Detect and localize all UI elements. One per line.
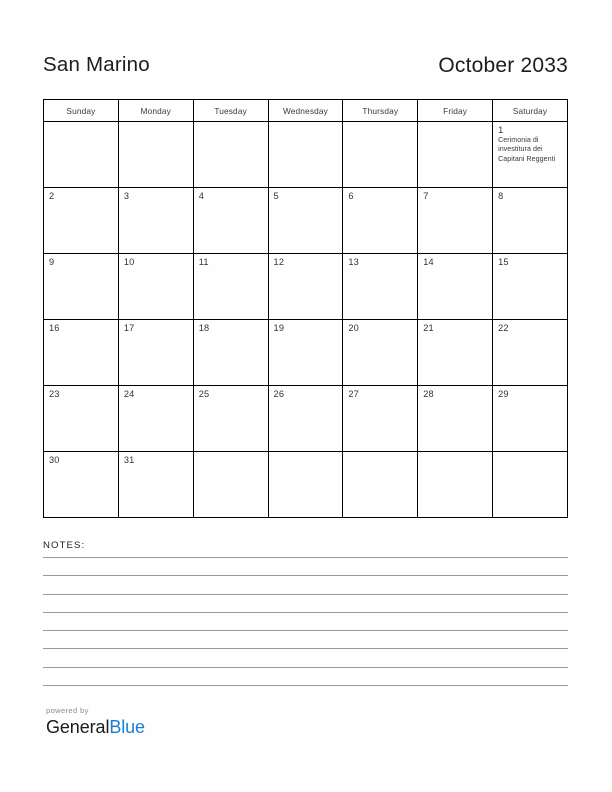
weekday-header-row [44, 100, 568, 122]
day-cell-content [119, 386, 193, 451]
day-cell-content [493, 254, 567, 319]
day-number: 7 [423, 191, 429, 201]
day-number: 19 [273, 323, 285, 333]
brand-name-first: General [46, 717, 110, 737]
day-number: 2 [49, 191, 55, 201]
location-title: San Marino [43, 52, 150, 76]
day-cell-content [194, 320, 268, 385]
calendar-day-cell[interactable] [418, 386, 493, 452]
day-cell-content [493, 386, 567, 451]
day-cell-content [269, 254, 343, 319]
day-cell-content [44, 320, 118, 385]
calendar-empty-cell [268, 452, 343, 518]
day-cell-content [194, 188, 268, 253]
day-cell-content [418, 320, 492, 385]
day-number: 27 [348, 389, 359, 399]
calendar-day-cell[interactable] [493, 320, 568, 386]
day-number: 22 [498, 323, 509, 333]
day-cell-content [119, 122, 193, 187]
calendar-day-cell[interactable] [343, 320, 418, 386]
calendar-day-cell[interactable] [418, 254, 493, 320]
day-cell-content [269, 452, 343, 517]
day-number: 25 [198, 389, 210, 399]
calendar-empty-cell [418, 452, 493, 518]
day-number: 21 [423, 323, 434, 333]
calendar-day-cell[interactable] [343, 188, 418, 254]
notes-section [43, 540, 568, 703]
weekday-header-monday: Monday [118, 100, 193, 122]
day-cell-content [418, 188, 492, 253]
day-cell-content [269, 386, 343, 451]
calendar-day-cell[interactable] [193, 386, 268, 452]
day-cell-content [119, 254, 193, 319]
day-cell-content [194, 452, 268, 517]
day-cell-content [343, 122, 417, 187]
day-number: 29 [498, 389, 509, 399]
calendar-day-cell[interactable] [343, 386, 418, 452]
powered-by-label: powered by [46, 706, 89, 715]
day-number: 10 [123, 257, 135, 267]
month-year-title: October 2033 [438, 53, 568, 77]
day-cell-content [418, 386, 492, 451]
day-number: 31 [123, 455, 135, 465]
day-cell-content [269, 188, 343, 253]
calendar-day-cell[interactable] [268, 254, 343, 320]
calendar-day-cell[interactable] [44, 188, 119, 254]
calendar-day-cell[interactable] [418, 188, 493, 254]
day-cell-content [343, 254, 417, 319]
day-cell-content [119, 188, 193, 253]
calendar-empty-cell [418, 122, 493, 188]
notes-ruled-line [43, 594, 568, 595]
calendar-empty-cell [493, 452, 568, 518]
day-number: 12 [273, 257, 285, 267]
calendar-week-row [44, 452, 568, 518]
weekday-header-friday: Friday [418, 100, 493, 122]
day-number: 1 [498, 125, 504, 135]
day-cell-content [343, 452, 417, 517]
day-cell-content [194, 386, 268, 451]
day-cell-content [493, 320, 567, 385]
day-cell-content [418, 254, 492, 319]
day-number: 8 [498, 191, 504, 201]
calendar-day-cell[interactable] [343, 254, 418, 320]
calendar-day-cell[interactable] [118, 188, 193, 254]
calendar-body [44, 122, 568, 518]
day-cell-content [44, 452, 118, 517]
calendar-empty-cell [193, 452, 268, 518]
calendar-day-cell[interactable] [44, 254, 119, 320]
day-number: 28 [423, 389, 434, 399]
day-cell-content [194, 122, 268, 187]
notes-ruled-line [43, 557, 568, 558]
day-number: 13 [348, 257, 359, 267]
calendar-empty-cell [343, 452, 418, 518]
notes-ruled-line [43, 685, 568, 686]
calendar-day-cell[interactable] [44, 386, 119, 452]
day-number: 4 [198, 191, 204, 201]
weekday-header-tuesday: Tuesday [193, 100, 268, 122]
notes-ruled-line [43, 648, 568, 649]
calendar-empty-cell [193, 122, 268, 188]
notes-ruled-line [43, 630, 568, 631]
day-cell-content [44, 254, 118, 319]
calendar-week-row [44, 254, 568, 320]
day-number: 9 [49, 257, 55, 267]
calendar-week-row [44, 386, 568, 452]
day-cell-content [119, 320, 193, 385]
day-number: 11 [198, 257, 209, 267]
day-number: 24 [123, 389, 135, 399]
calendar-empty-cell [343, 122, 418, 188]
notes-ruled-line [43, 667, 568, 668]
day-number: 14 [423, 257, 434, 267]
day-number: 17 [123, 323, 135, 333]
calendar-day-cell[interactable] [44, 320, 119, 386]
day-cell-content [44, 386, 118, 451]
day-cell-content [44, 122, 118, 187]
calendar-week-row [44, 122, 568, 188]
day-cell-content [269, 122, 343, 187]
day-cell-content [493, 452, 567, 517]
day-events [498, 136, 563, 164]
weekday-header-sunday: Sunday [44, 100, 119, 122]
notes-ruled-line [43, 575, 568, 576]
calendar-day-cell[interactable] [118, 386, 193, 452]
notes-label: NOTES: [43, 540, 86, 551]
day-number: 20 [348, 323, 359, 333]
calendar-day-cell[interactable] [493, 122, 568, 188]
day-cell-content [493, 188, 567, 253]
weekday-header-thursday: Thursday [343, 100, 418, 122]
calendar-day-cell[interactable] [268, 386, 343, 452]
calendar-empty-cell [268, 122, 343, 188]
calendar-day-cell[interactable] [193, 320, 268, 386]
calendar-day-cell[interactable] [493, 188, 568, 254]
day-number: 18 [198, 323, 210, 333]
day-number: 3 [123, 191, 130, 201]
day-number: 23 [49, 389, 60, 399]
calendar-day-cell[interactable] [268, 320, 343, 386]
calendar-day-cell[interactable] [493, 386, 568, 452]
calendar-empty-cell [44, 122, 119, 188]
calendar-day-cell[interactable] [118, 254, 193, 320]
calendar-day-cell[interactable] [118, 452, 193, 518]
calendar-day-cell[interactable] [268, 188, 343, 254]
day-cell-content [119, 452, 193, 517]
day-number: 6 [348, 191, 354, 201]
day-number: 5 [273, 191, 279, 201]
calendar-day-cell[interactable] [118, 320, 193, 386]
calendar-grid [43, 99, 568, 518]
calendar-week-row [44, 320, 568, 386]
calendar-day-cell[interactable] [493, 254, 568, 320]
day-cell-content [343, 188, 417, 253]
page-header [43, 48, 568, 82]
notes-ruled-line [43, 612, 568, 613]
day-number: 30 [49, 455, 60, 465]
notes-lines [43, 557, 568, 686]
calendar-day-cell[interactable] [44, 452, 119, 518]
day-cell-content [343, 320, 417, 385]
calendar-day-cell[interactable] [193, 254, 268, 320]
weekday-header-wednesday: Wednesday [268, 100, 343, 122]
calendar-day-cell[interactable] [193, 188, 268, 254]
weekday-header-saturday: Saturday [493, 100, 568, 122]
day-cell-content [269, 320, 343, 385]
day-cell-content [418, 452, 492, 517]
holiday-event: Cerimonia di investitura dei Capitani Reggenti [498, 136, 556, 163]
day-number: 26 [273, 389, 285, 399]
day-cell-content [194, 254, 268, 319]
footer-branding [46, 706, 296, 738]
generalblue-logo [46, 717, 296, 738]
day-number: 15 [498, 257, 509, 267]
day-cell-content [44, 188, 118, 253]
calendar-empty-cell [118, 122, 193, 188]
brand-name-second: Blue [109, 717, 145, 737]
day-cell-content [493, 122, 567, 187]
calendar-day-cell[interactable] [418, 320, 493, 386]
day-cell-content [418, 122, 492, 187]
day-cell-content [343, 386, 417, 451]
calendar-week-row [44, 188, 568, 254]
day-number: 16 [49, 323, 60, 333]
